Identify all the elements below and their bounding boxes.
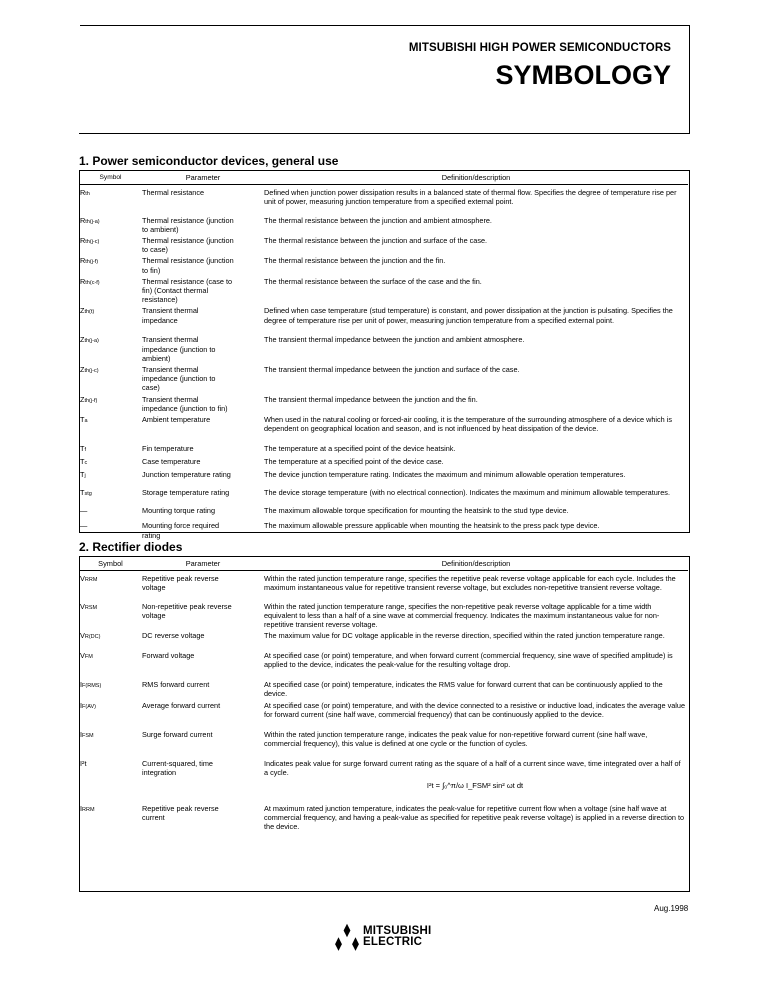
symbol-subscript: FM — [84, 654, 93, 661]
definition-cell — [264, 333, 688, 363]
parameter-cell: Case temperature — [142, 457, 201, 467]
symbol-cell — [79, 504, 142, 519]
definition-text: At specified case (or point) temperature, and with the device connected to a resistive or inductive load, indicates the average value for forward current (sine half wave, commercial frequency) that can be continuously applied to the device. — [264, 700, 686, 719]
definition-cell — [264, 214, 688, 234]
parameter-cell: Transient thermal impedance (junction to fin) — [142, 394, 228, 413]
section2-table — [79, 557, 688, 832]
symbol-cell — [79, 304, 142, 333]
symbol-text: I — [80, 680, 83, 690]
mitsubishi-logo-icon — [330, 922, 364, 956]
symbol-text: R — [80, 188, 86, 197]
section1-row — [79, 504, 688, 519]
symbol-text: R — [80, 276, 86, 286]
symbol-cell — [79, 413, 142, 442]
definition-cell — [264, 185, 688, 214]
company-name: MITSUBISHI HIGH POWER SEMICONDUCTORS — [408, 42, 671, 54]
definition-cell — [264, 363, 688, 393]
definition-cell — [264, 802, 688, 832]
section2-row — [79, 699, 688, 728]
parameter-cell: Mounting force required rating — [142, 521, 220, 540]
col-symbol-header: Symbol — [79, 557, 142, 571]
symbol-subscript: j — [84, 473, 86, 480]
parameter-cell: Transient thermal impedance (junction to case) — [142, 364, 216, 393]
symbol-text: I²t — [80, 758, 87, 768]
definition-text: At specified case (or point) temperature, and when forward current (commercial frequency, sine wave of specified amplitude) is applied to the device, indicates the peak-value for the resulting voltage drop. — [264, 651, 673, 670]
symbol-cell — [79, 571, 142, 600]
symbol-cell — [79, 254, 142, 274]
section1-row — [79, 234, 688, 254]
symbol-text: T — [80, 470, 85, 480]
section1-row — [79, 304, 688, 333]
col-symbol-header: Symbol — [79, 171, 142, 185]
symbol-cell — [79, 699, 142, 728]
col-parameter-header: Parameter — [142, 557, 264, 571]
symbol-text: Z — [80, 306, 85, 316]
section1-row — [79, 486, 688, 504]
definition-cell — [264, 254, 688, 274]
formula: I²t = ∫₀^π/ω I_FSM² sin² ωt dt — [426, 780, 524, 790]
symbol-text: Z — [80, 335, 85, 345]
symbol-text: R — [80, 235, 86, 245]
section2-title: 2. Rectifier diodes — [79, 540, 183, 554]
symbol-subscript: f — [84, 446, 86, 453]
symbol-subscript: th(t) — [84, 309, 95, 316]
section1-row — [79, 254, 688, 274]
symbol-subscript: th(j-c) — [84, 367, 99, 374]
definition-text: Within the rated junction temperature range, specifies the non-repetitive peak reverse voltage applicable for a time width equivalent to less than a half of a sine wave at commercial frequency. Indicates the maximum instantaneous value for non-repetitive transient reverse voltage. — [264, 601, 660, 629]
logo-line2: ELECTRIC — [363, 936, 423, 948]
definition-cell — [264, 757, 688, 802]
header-box — [79, 26, 690, 134]
section2-row — [79, 649, 688, 678]
page-title: SYMBOLOGY — [495, 60, 671, 90]
parameter-cell: Ambient temperature — [142, 414, 211, 424]
symbol-text: I — [80, 803, 83, 813]
symbol-text: I — [80, 729, 83, 739]
symbol-subscript: FSM — [82, 732, 94, 739]
section2-header-row — [79, 557, 688, 571]
definition-text: Defined when junction power dissipation results in a balanced state of thermal flow. Specifies the degree of temperature rise per unit of power, measuring junction temperature from a specified external point. — [264, 188, 677, 207]
symbol-text: R — [80, 256, 86, 266]
symbol-cell — [79, 275, 142, 305]
definition-cell — [264, 413, 688, 442]
symbol-text: V — [80, 574, 85, 583]
symbol-text: — — [80, 521, 88, 531]
definition-cell — [264, 678, 688, 698]
parameter-cell: Non-repetitive peak reverse voltage — [142, 601, 232, 620]
symbol-subscript: th(j-a) — [84, 338, 99, 345]
parameter-cell: Thermal resistance (case to fin) (Contact thermal resistance) — [142, 276, 233, 305]
symbol-cell — [79, 649, 142, 678]
definition-cell — [264, 519, 688, 539]
logo-line1: MITSUBISHI — [363, 925, 432, 937]
symbol-cell — [79, 214, 142, 234]
symbol-text: — — [80, 506, 88, 516]
revision-date: Aug.1998 — [654, 904, 689, 913]
symbol-subscript: F(AV) — [82, 703, 96, 710]
parameter-cell: Average forward current — [142, 700, 221, 710]
definition-text: Within the rated junction temperature range, indicates the peak value for non-repetitive forward current (sine half wave, commercial frequency), this value is defined at one cycle or the function of cycles. — [264, 729, 648, 748]
section2-row — [79, 629, 688, 649]
section2-row — [79, 571, 688, 600]
section2-row — [79, 757, 688, 802]
parameter-cell: Repetitive peak reverse voltage — [142, 574, 219, 593]
symbol-subscript: stg — [84, 491, 92, 498]
symbol-subscript: th(j-c) — [85, 238, 100, 245]
section1-row — [79, 185, 688, 214]
symbol-subscript: a — [84, 417, 88, 424]
parameter-cell: Transient thermal impedance — [142, 306, 199, 325]
parameter-cell: Junction temperature rating — [142, 470, 231, 480]
definition-text: Within the rated junction temperature range, specifies the repetitive peak reverse voltage applicable for each cycle. Includes the maximum instantaneous value for repetitive transient reverse voltage, but excludes non-repetitive transient reverse voltage. — [264, 574, 676, 593]
section1-row — [79, 455, 688, 468]
symbol-cell — [79, 185, 142, 214]
section2-row — [79, 600, 688, 630]
symbol-cell — [79, 629, 142, 649]
parameter-cell: Thermal resistance (junction to fin) — [142, 256, 234, 275]
definition-text: The transient thermal impedance between the junction and surface of the case. — [264, 364, 520, 374]
logo-text — [363, 926, 431, 948]
definition-cell — [264, 275, 688, 305]
definition-cell — [264, 728, 688, 757]
section2-row — [79, 678, 688, 698]
symbol-cell — [79, 757, 142, 802]
section1-title: 1. Power semiconductor devices, general use — [79, 154, 339, 168]
parameter-cell: Surge forward current — [142, 729, 213, 739]
parameter-cell: Forward voltage — [142, 651, 195, 661]
definition-text: The thermal resistance between the junction and ambient atmosphere. — [264, 215, 492, 225]
symbol-cell — [79, 802, 142, 832]
symbol-cell — [79, 234, 142, 254]
col-parameter-header: Parameter — [142, 171, 264, 185]
definition-cell — [264, 234, 688, 254]
symbol-cell — [79, 468, 142, 486]
parameter-cell: Thermal resistance — [142, 188, 205, 197]
symbol-text: T — [80, 443, 85, 453]
symbol-text: V — [80, 651, 85, 661]
symbol-cell — [79, 728, 142, 757]
definition-cell — [264, 571, 688, 600]
definition-cell — [264, 486, 688, 504]
symbol-cell — [79, 363, 142, 393]
parameter-cell: Current-squared, time integration — [142, 758, 213, 777]
symbol-text: T — [80, 457, 85, 467]
definition-cell — [264, 629, 688, 649]
definition-text: The device junction temperature rating. Indicates the maximum and minimum allowable operation temperatures. — [264, 470, 626, 480]
parameter-cell: Transient thermal impedance (junction to ambient) — [142, 335, 216, 363]
symbol-cell — [79, 486, 142, 504]
definition-text: Indicates peak value for surge forward current rating as the square of a half of a current since wave, time integrated over a half of a cycle. — [264, 758, 681, 777]
symbol-cell — [79, 393, 142, 413]
symbol-subscript: c — [84, 460, 88, 467]
symbol-subscript: F(RMS) — [82, 683, 102, 690]
parameter-cell: Storage temperature rating — [142, 488, 230, 498]
symbol-cell — [79, 600, 142, 630]
section2-row — [79, 802, 688, 832]
section1-row — [79, 442, 688, 455]
definition-text: The maximum allowable pressure applicable when mounting the heatsink to the press pack type device. — [264, 521, 600, 531]
parameter-cell: Thermal resistance (junction to ambient) — [142, 215, 234, 234]
definition-text: The thermal resistance between the surface of the case and the fin. — [264, 276, 482, 286]
definition-cell — [264, 455, 688, 468]
symbol-cell — [79, 519, 142, 539]
symbol-subscript: RRM — [84, 577, 98, 583]
definition-text: At maximum rated junction temperature, indicates the peak-value for repetitive current flow when a voltage (sine half wave at commercial frequency, and having a peak-value as specified for repetitive peak reverse voltage) is applied in a reverse direction to the device. — [264, 803, 685, 831]
definition-text: When used in the natural cooling or forced-air cooling, it is the temperature of the surrounding atmosphere of a device which is dependent on geographical location and season, and is not influenced by heat dissipation of the device. — [264, 414, 673, 434]
definition-text: The transient thermal impedance between the junction and the fin. — [264, 394, 478, 404]
section1-row — [79, 468, 688, 486]
symbol-text: T — [80, 414, 85, 424]
parameter-cell: Mounting torque rating — [142, 506, 216, 516]
section1-table — [79, 171, 688, 540]
section1-row — [79, 363, 688, 393]
symbol-cell — [79, 333, 142, 363]
definition-cell — [264, 304, 688, 333]
definition-cell — [264, 649, 688, 678]
section1-row — [79, 413, 688, 442]
symbol-text: V — [80, 631, 85, 641]
definition-cell — [264, 442, 688, 455]
definition-text: The transient thermal impedance between the junction and ambient atmosphere. — [264, 335, 525, 345]
section2-row — [79, 728, 688, 757]
definition-cell — [264, 504, 688, 519]
symbol-subscript: th — [85, 191, 90, 197]
symbol-text: Z — [80, 364, 85, 374]
symbol-subscript: RRM — [82, 806, 95, 813]
col-definition-header: Definition/description — [264, 557, 688, 571]
definition-text: The thermal resistance between the junction and surface of the case. — [264, 235, 488, 245]
symbol-subscript: th(j-f) — [85, 259, 99, 266]
section1-row — [79, 214, 688, 234]
section1-row — [79, 333, 688, 363]
definition-cell — [264, 468, 688, 486]
symbol-text: V — [80, 601, 85, 611]
symbol-text: I — [80, 700, 83, 710]
symbol-subscript: th(c-f) — [85, 279, 100, 286]
symbol-cell — [79, 455, 142, 468]
symbol-subscript: th(j-f) — [84, 397, 98, 404]
definition-cell — [264, 600, 688, 630]
section1-row — [79, 519, 688, 539]
symbol-subscript: RSM — [84, 604, 98, 611]
definition-text: The device storage temperature (with no electrical connection). Indicates the maximum and minimum allowable temperatures. — [264, 488, 670, 498]
definition-text: Defined when case temperature (stud temperature) is constant, and power dissipation at the junction is pulsating. Specifies the degree of temperature rise per unit of power, measuring junction temperature from a specified external point. — [264, 306, 673, 325]
symbol-cell — [79, 442, 142, 455]
parameter-cell: Fin temperature — [142, 443, 194, 453]
definition-text: The temperature at a specified point of the device heatsink. — [264, 443, 456, 453]
definition-text: The temperature at a specified point of the device case. — [264, 457, 444, 467]
symbol-text: T — [80, 488, 85, 498]
definition-text: At specified case (or point) temperature, indicates the RMS value for forward current that can be continuously applied to the device. — [264, 680, 663, 699]
col-definition-header: Definition/description — [264, 171, 688, 185]
section1-row — [79, 393, 688, 413]
parameter-cell: DC reverse voltage — [142, 631, 205, 641]
parameter-cell: Thermal resistance (junction to case) — [142, 235, 234, 255]
section1-row — [79, 275, 688, 305]
symbol-text: Z — [80, 394, 85, 404]
definition-cell — [264, 699, 688, 728]
definition-cell — [264, 393, 688, 413]
section1-header-row — [79, 171, 688, 185]
parameter-cell: Repetitive peak reverse current — [142, 803, 219, 822]
definition-text: The thermal resistance between the junction and the fin. — [264, 256, 446, 266]
definition-text: The maximum value for DC voltage applicable in the reverse direction, specified within the rated junction temperature range. — [264, 631, 665, 641]
definition-text: The maximum allowable torque specification for mounting the heatsink to the stud type device. — [264, 506, 569, 516]
symbol-subscript: R(DC) — [84, 634, 101, 641]
symbol-text: R — [80, 215, 86, 225]
symbol-cell — [79, 678, 142, 698]
symbol-subscript: th(j-a) — [85, 218, 100, 225]
parameter-cell: RMS forward current — [142, 680, 210, 690]
